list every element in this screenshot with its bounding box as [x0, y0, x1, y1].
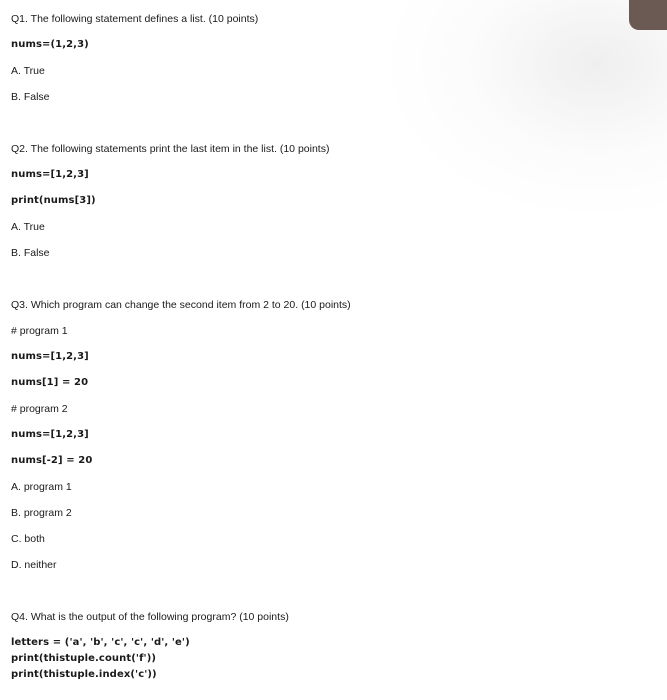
q1-question: Q1. The following statement defines a list. (10 points) — [11, 13, 259, 25]
q2-code-line-1: nums=[1,2,3] — [11, 169, 89, 180]
q3-program2-code-1: nums=[1,2,3] — [11, 429, 89, 440]
q3-option-b: B. program 2 — [11, 507, 72, 519]
q3-program2-code-2: nums[-2] = 20 — [11, 455, 93, 466]
q3-option-a: A. program 1 — [11, 481, 72, 493]
q2-code-line-2: print(nums[3]) — [11, 195, 96, 206]
q3-option-d: D. neither — [11, 559, 57, 571]
q2-option-b: B. False — [11, 247, 50, 259]
q4-code-line-1: letters = ('a', 'b', 'c', 'c', 'd', 'e') — [11, 637, 190, 648]
q3-program1-code-2: nums[1] = 20 — [11, 377, 89, 388]
q4-code-line-2: print(thistuple.count('f')) — [11, 653, 157, 664]
q2-option-a: A. True — [11, 221, 45, 233]
q1-option-a: A. True — [11, 65, 45, 77]
q4-code-line-3: print(thistuple.index('c')) — [11, 669, 157, 680]
corner-tab — [629, 0, 667, 30]
q3-program2-comment: # program 2 — [11, 403, 68, 415]
q1-option-b: B. False — [11, 91, 50, 103]
background-glow — [380, 0, 667, 220]
q3-question: Q3. Which program can change the second item from 2 to 20. (10 points) — [11, 299, 351, 311]
q3-program1-code-1: nums=[1,2,3] — [11, 351, 89, 362]
q1-code-line: nums=(1,2,3) — [11, 39, 89, 50]
q3-option-c: C. both — [11, 533, 45, 545]
q4-question: Q4. What is the output of the following program? (10 points) — [11, 611, 289, 623]
q2-question: Q2. The following statements print the last item in the list. (10 points) — [11, 143, 330, 155]
q3-program1-comment: # program 1 — [11, 325, 68, 337]
